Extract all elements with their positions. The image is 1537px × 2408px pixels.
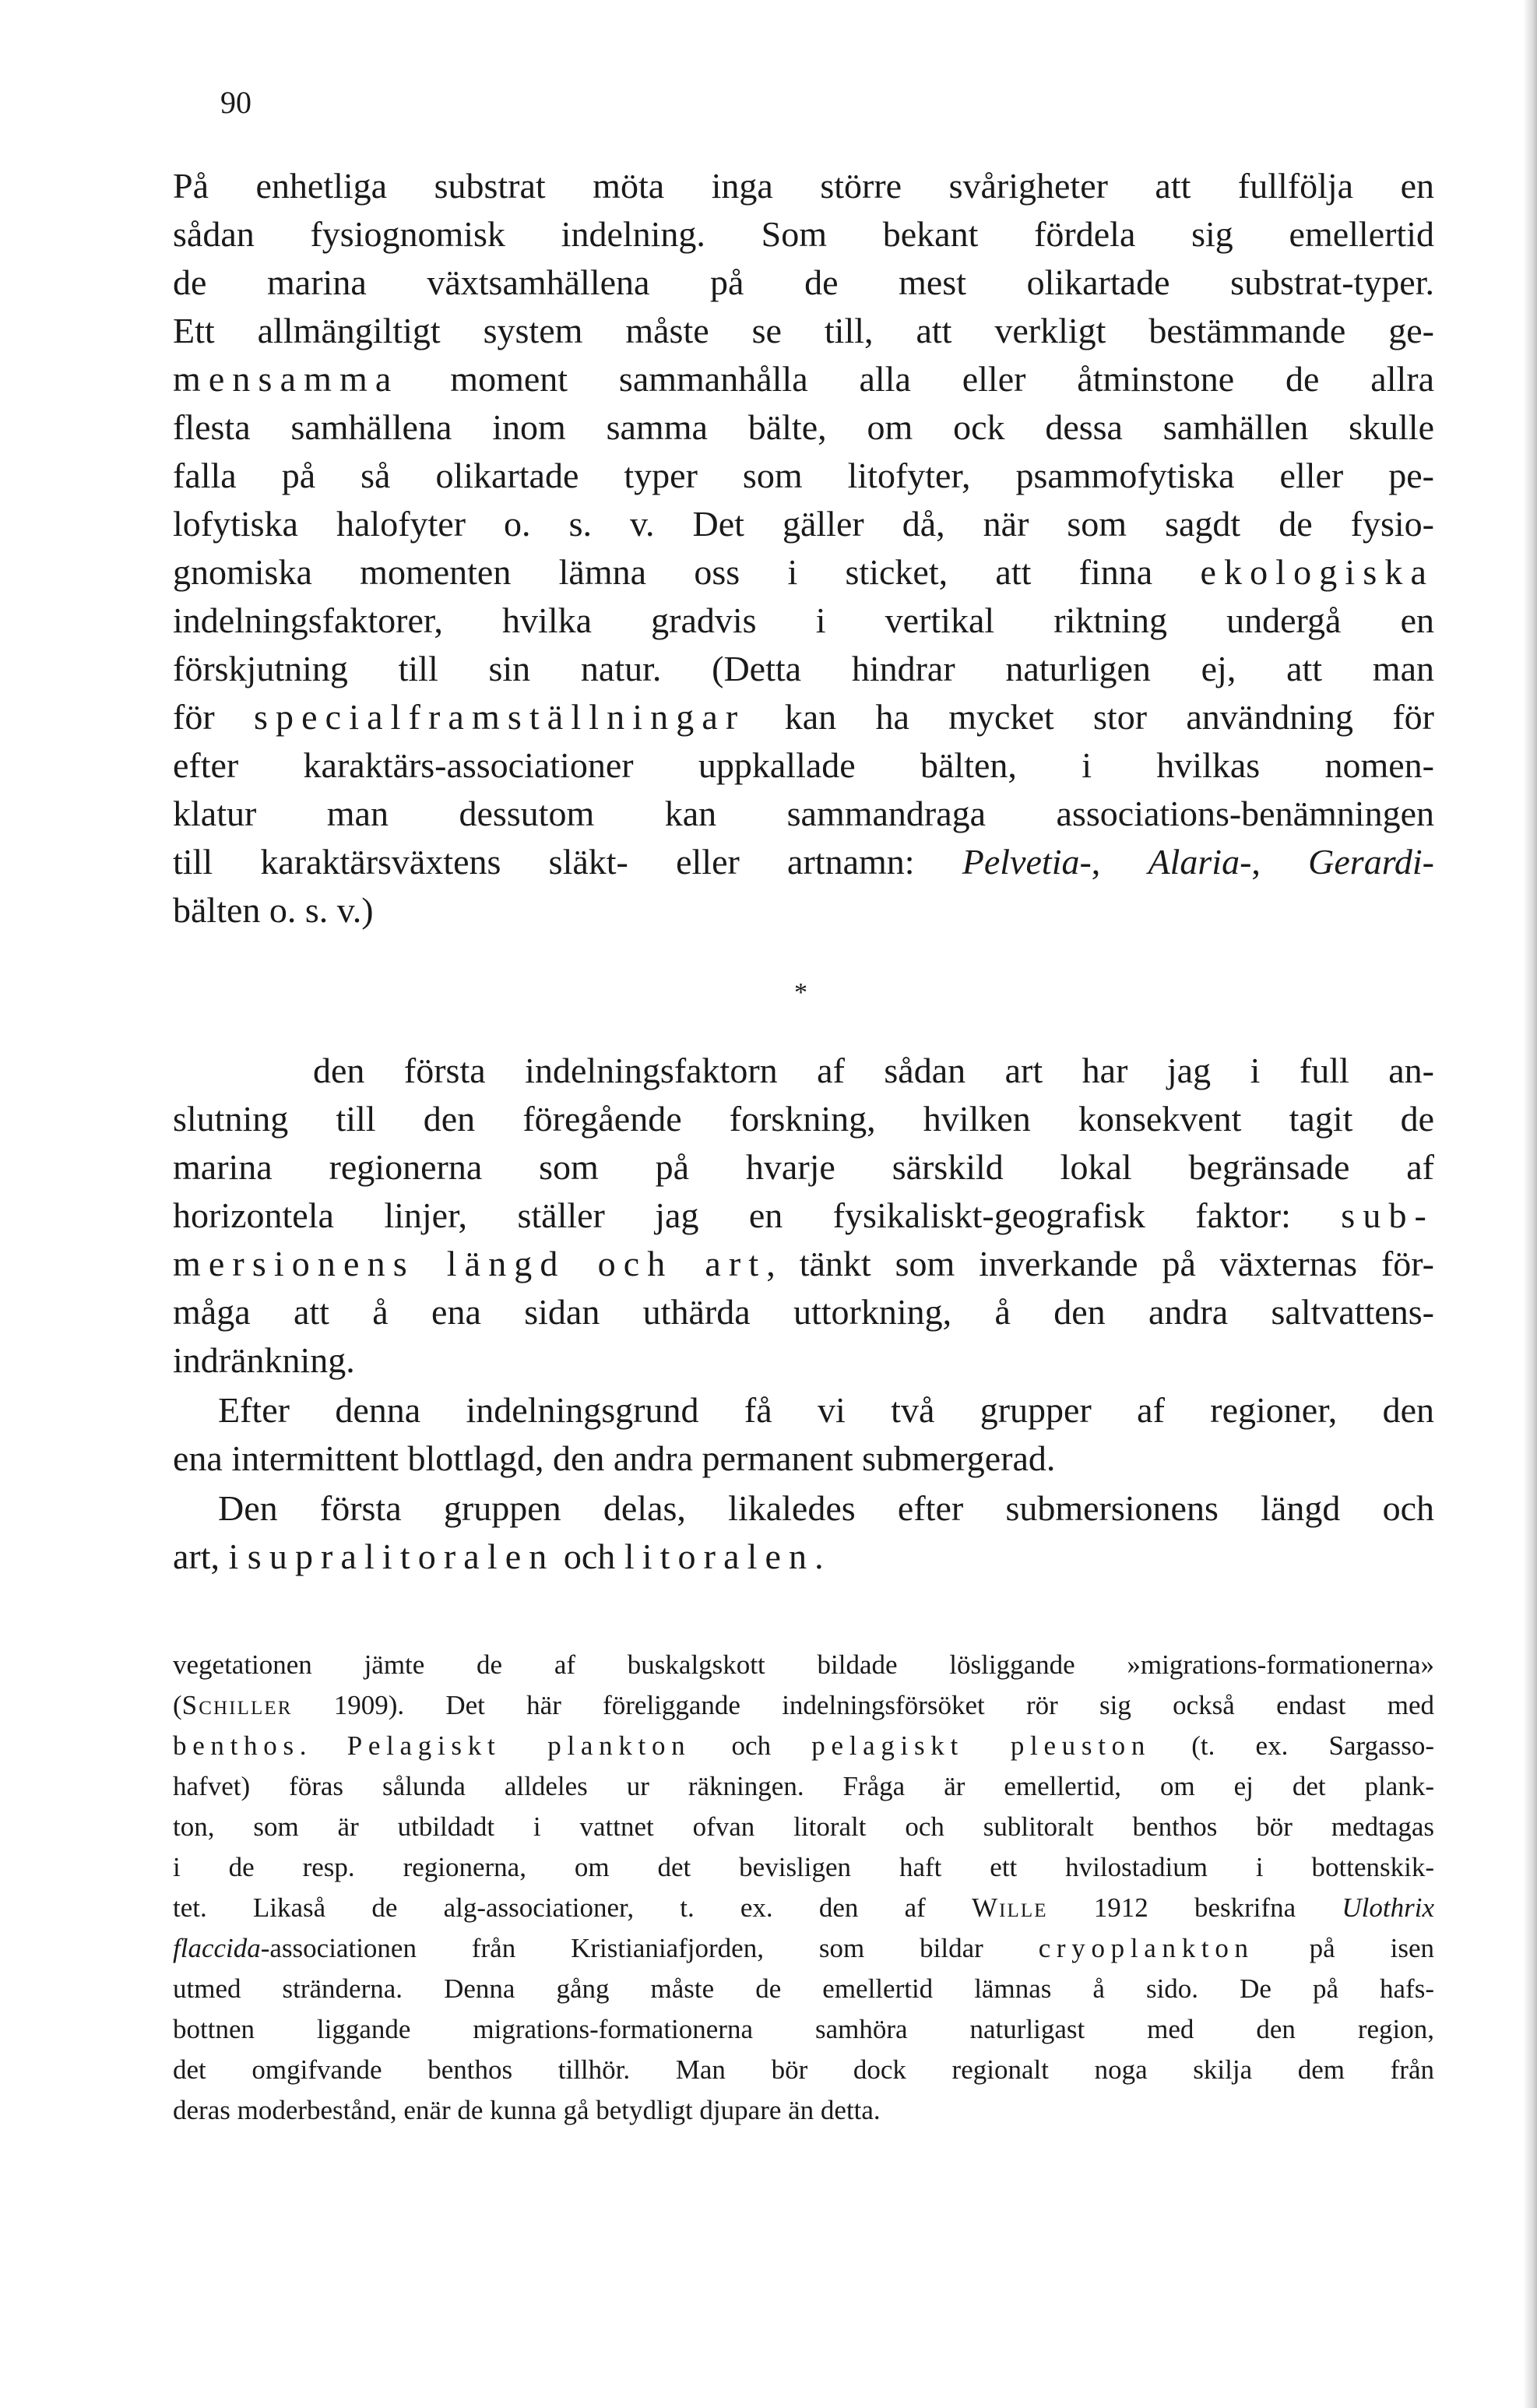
spaced-term: cryoplankton (1038, 1933, 1254, 1963)
footnote-line: i de resp. regionerna, om det bevisligen haft ett hvilostadium i bottenskik- (173, 1852, 1434, 1882)
text-segment: 1909). Det här föreliggande indelningsförsöket rör sig också endast med (292, 1690, 1434, 1720)
text-segment: , (1251, 842, 1309, 882)
text-line: falla på så olikartade typer som litofyter, psammofytiska eller pe- (173, 456, 1434, 495)
text-segment: (t. ex. Sargasso- (1151, 1730, 1434, 1761)
text-segment: tet. Likaså de alg-associationer, t. ex. den af (173, 1892, 972, 1923)
italic-term: Alaria- (1148, 842, 1252, 882)
text-segment: . (299, 1730, 347, 1761)
spaced-term: sub- (1341, 1195, 1434, 1235)
text-line: klatur man dessutom kan sammandraga associations-benämningen (173, 794, 1434, 833)
author-name: Wille (971, 1892, 1048, 1923)
spaced-term: mensamma (173, 359, 399, 399)
text-line: Ett allmängiltigt system måste se till, att verkligt bestämmande ge- (173, 311, 1434, 350)
text-segment: för (173, 697, 254, 737)
footnote-line: deras moderbestånd, enär de kunna gå betydligt djupare än detta. (173, 2095, 881, 2125)
footnote-line: bottnen liggande migrations-formationerna samhöra naturligast med den region, (173, 2014, 1434, 2044)
text-line: efter karaktärs-associationer uppkallade bälten, i hvilkas nomen- (173, 745, 1434, 785)
text-line: lofytiska halofyter o. s. v. Det gäller då, när som sagdt de fysio- (173, 504, 1434, 544)
text-line: Den första gruppen delas, likaledes efter submersionens längd och (218, 1488, 1434, 1528)
text-segment: , tänkt som inverkande på växternas för- (766, 1244, 1434, 1283)
text-line: Efter denna indelningsgrund få vi två grupper af regioner, den (218, 1390, 1434, 1430)
text-segment: -associationen från Kristianiafjorden, som bildar (260, 1933, 1039, 1963)
text-segment: kan ha mycket stor användning för (745, 697, 1434, 737)
text-line (173, 355, 1434, 403)
footnote-line: ton, som är utbildadt i vattnet ofvan litoralt och sublitoralt benthos bör medtagas (173, 1811, 1434, 1842)
footnote-line (173, 1727, 1434, 1765)
text-line: den första indelningsfaktorn af sådan art har jag i full an- (313, 1051, 1434, 1090)
text-segment: 1912 beskrifna (1047, 1892, 1342, 1923)
text-line: indelningsfaktorer, hvilka gradvis i vertikal riktning undergå en (173, 600, 1434, 640)
spaced-term: litoralen (624, 1537, 815, 1576)
section-separator: * (794, 978, 807, 1007)
text-segment: och (691, 1730, 812, 1761)
spaced-term: supralitoralen (247, 1537, 555, 1576)
footnote-line: utmed stränderna. Denna gång måste de emellertid lämnas å sido. De på hafs- (173, 1973, 1434, 2004)
text-line (173, 1192, 1434, 1240)
text-line: förskjutning till sin natur. (Detta hindrar naturligen ej, att man (173, 649, 1434, 688)
text-segment: till karaktärsväxtens släkt- eller artnamn: (173, 842, 962, 882)
text-line: På enhetliga substrat möta inga större svårigheter att fullfölja en (173, 166, 1434, 206)
text-segment: art, i (173, 1537, 248, 1576)
text-line (173, 693, 1434, 741)
text-line: måga att å ena sidan uthärda uttorkning, å den andra saltvattens- (173, 1292, 1434, 1332)
text-line: bälten o. s. v.) (173, 890, 374, 930)
text-segment: horizontela linjer, ställer jag en fysikaliskt-geografisk faktor: (173, 1195, 1342, 1235)
spaced-term: specialframställningar (254, 697, 746, 737)
spaced-term: mersionens längd och art (173, 1244, 767, 1283)
text-line (173, 548, 1434, 597)
spaced-term: Pelagiskt plankton (346, 1730, 691, 1761)
text-segment: gnomiska momenten lämna oss i sticket, att finna (173, 552, 1201, 592)
footnote-line: hafvet) föras sålunda alldeles ur räkningen. Fråga är emellertid, om ej det plank- (173, 1771, 1434, 1801)
text-line: indränkning. (173, 1340, 355, 1380)
text-segment: . (814, 1537, 824, 1576)
text-segment: och (554, 1537, 624, 1576)
page-edge-shadow (1523, 0, 1537, 2408)
italic-term: Gerardi- (1308, 842, 1434, 882)
footnote-line (173, 1889, 1434, 1927)
text-line: ena intermittent blottlagd, den andra permanent submergerad. (173, 1438, 1056, 1478)
text-line: slutning till den föregående forskning, hvilken konsekvent tagit de (173, 1099, 1434, 1139)
footnote-line (173, 1930, 1434, 1967)
spaced-term: ekologiska (1200, 552, 1434, 592)
footnote-line: det omgifvande benthos tillhör. Man bör dock regionalt noga skilja dem från (173, 2054, 1434, 2085)
text-line (173, 1533, 1434, 1581)
spaced-term: benthos (173, 1730, 300, 1761)
page-number: 90 (220, 85, 251, 120)
text-line: sådan fysiognomisk indelning. Som bekant fördela sig emellertid (173, 214, 1434, 254)
text-line (173, 838, 1434, 886)
text-line: flesta samhällena inom samma bälte, om ock dessa samhällen skulle (173, 407, 1434, 447)
text-segment: , (1091, 842, 1148, 882)
footnote-line (173, 1687, 1434, 1724)
spaced-term: pelagiskt pleuston (811, 1730, 1152, 1761)
text-segment: på isen (1254, 1933, 1435, 1963)
italic-term: Ulothrix (1342, 1892, 1434, 1923)
text-line (173, 1240, 1434, 1288)
text-line: marina regionerna som på hvarje särskild lokal begränsade af (173, 1147, 1434, 1187)
italic-term: Pelvetia- (962, 842, 1092, 882)
text-segment: moment sammanhålla alla eller åtminstone de allra (399, 359, 1434, 399)
text-line: de marina växtsamhällena på de mest olikartade substrat-typer. (173, 262, 1434, 302)
footnote-line: vegetationen jämte de af buskalgskott bildade lösliggande »migrations-formationerna» (173, 1649, 1434, 1680)
italic-term: flaccida (173, 1933, 261, 1963)
author-name: Schiller (181, 1690, 293, 1720)
text-segment: ( (173, 1690, 182, 1720)
